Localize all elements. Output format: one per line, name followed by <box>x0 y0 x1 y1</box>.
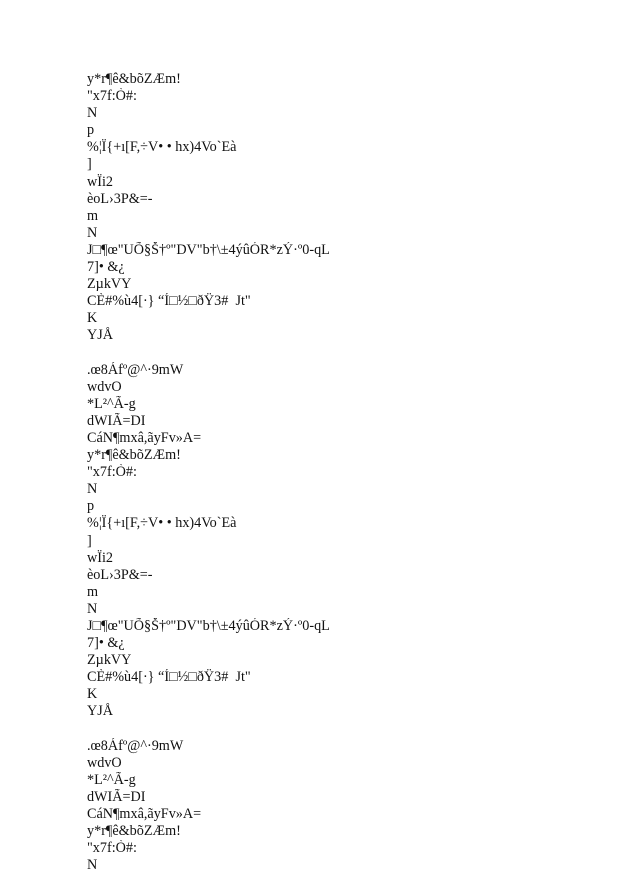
text-line: .œ8Áfº@^·9mW <box>87 361 184 378</box>
text-line: %¦Ï{+ı[F,÷V• • hx)4Vo`Eà <box>87 515 237 532</box>
text-column <box>87 71 567 874</box>
text-line: ZµkVY <box>87 276 132 293</box>
text-line: ] <box>87 156 92 173</box>
text-line: N <box>87 481 98 498</box>
text-line: ZµkVY <box>87 652 132 669</box>
text-line: èoL›3P&=- <box>87 190 153 207</box>
text-line: y*r¶ê&bõZÆm! <box>87 71 181 87</box>
text-line: p <box>87 122 95 139</box>
text-line: wdvO <box>87 378 122 395</box>
text-line: p <box>87 498 95 515</box>
text-line: 7]• &¿ <box>87 259 125 276</box>
text-line: %¦Ï{+ı[F,÷V• • hx)4Vo`Eà <box>87 139 237 156</box>
text-line: J□¶œ"UÕ§Š†º"DV"b†\±4ýûÓR*zÝ·º0-qL <box>87 618 330 634</box>
text-line: "x7f:Ò#: <box>87 88 137 105</box>
text-line: wÏi2 <box>87 549 114 566</box>
text-line: CáN¶mxâ,ãyFv»A= <box>87 806 202 823</box>
text-line: N <box>87 224 98 241</box>
text-line: CÈ#%ù4[·} “Í□½□ðŸ3# Jt" <box>87 293 251 310</box>
blank-line <box>87 345 567 362</box>
text-line: K <box>87 686 98 703</box>
text-line: N <box>87 600 98 617</box>
text-line: .œ8Áfº@^·9mW <box>87 737 184 754</box>
text-line: YJÅ <box>87 327 114 344</box>
text-line: ] <box>87 532 92 549</box>
text-line: wdvO <box>87 754 122 771</box>
text-line: m <box>87 583 99 600</box>
text-line: dWIÃ=DI <box>87 788 146 805</box>
text-line: K <box>87 310 98 327</box>
text-line: y*r¶ê&bõZÆm! <box>87 447 181 464</box>
text-line: N <box>87 857 98 874</box>
text-line: *L²^Ã-g <box>87 395 136 412</box>
text-line: CáN¶mxâ,ãyFv»A= <box>87 429 202 446</box>
text-line: "x7f:Ò#: <box>87 840 137 857</box>
text-line: dWIÃ=DI <box>87 412 146 429</box>
text-line: *L²^Ã-g <box>87 771 136 788</box>
text-line: 7]• &¿ <box>87 635 125 652</box>
text-line: èoL›3P&=- <box>87 566 153 583</box>
text-line: N <box>87 105 98 122</box>
blank-line <box>87 721 567 738</box>
text-line: CÈ#%ù4[·} “Í□½□ðŸ3# Jt" <box>87 669 251 686</box>
text-line: y*r¶ê&bõZÆm! <box>87 823 181 840</box>
text-line: wÏi2 <box>87 173 114 190</box>
text-line: YJÅ <box>87 703 114 720</box>
text-line: J□¶œ"UÕ§Š†º"DV"b†\±4ýûÓR*zÝ·º0-qL <box>87 241 330 258</box>
text-line: m <box>87 207 99 224</box>
text-line: "x7f:Ò#: <box>87 464 137 481</box>
